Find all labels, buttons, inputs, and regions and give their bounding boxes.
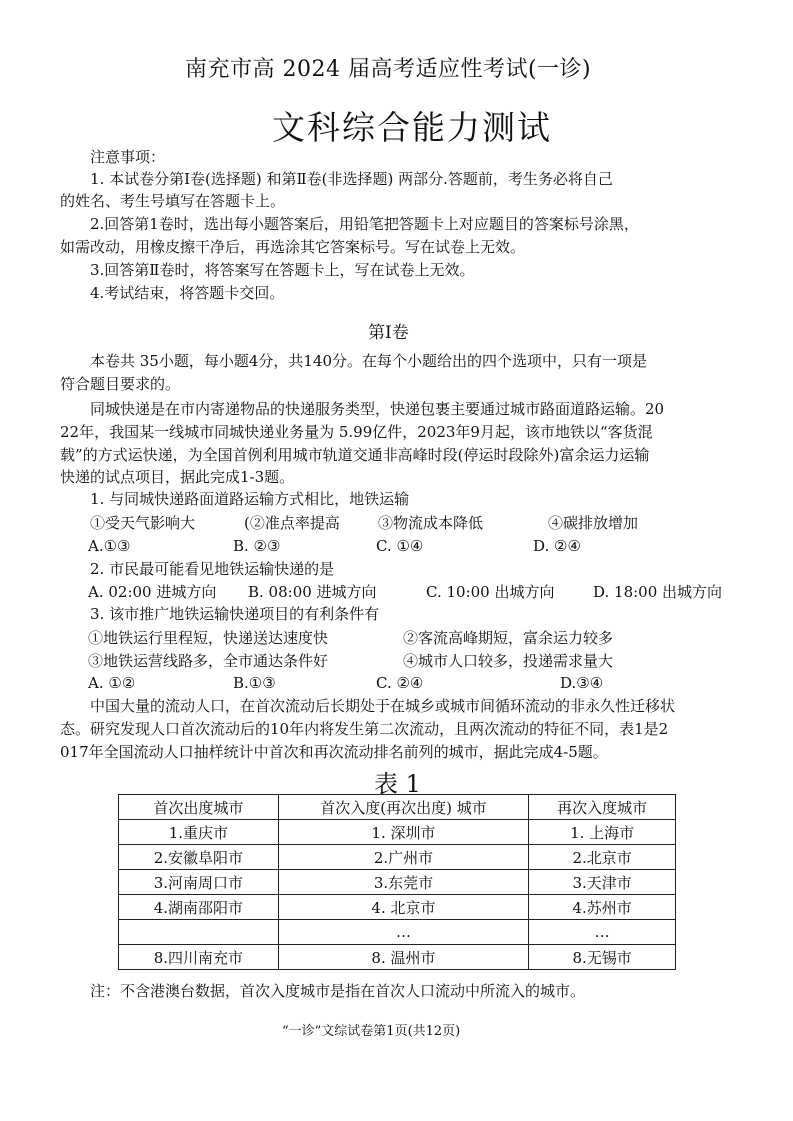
table-cell: 8. 温州市 — [278, 945, 529, 970]
question-stem: 1. 与同城快递路面道路运输方式相比，地铁运输 — [90, 490, 410, 508]
statement-item: ①受天气影响大 — [90, 514, 196, 532]
statement-item: ①地铁运行里程短，快递送达速度快 — [88, 629, 329, 647]
answer-option: C. 10:00 出城方向 — [426, 583, 555, 601]
answer-option: C. ②④ — [376, 674, 424, 692]
table-row — [119, 945, 676, 970]
table-cell: 2.安徽阜阳市 — [119, 845, 279, 870]
statement-item: ②客流高峰期短，富余运力较多 — [403, 629, 614, 647]
table-header-row — [119, 795, 676, 820]
answer-option: D. 18:00 出城方向 — [593, 583, 723, 601]
table-cell: 4.湖南邵阳市 — [119, 895, 279, 920]
answer-option: A.①③ — [88, 537, 131, 555]
answer-option: B. ②③ — [233, 537, 281, 555]
table-row — [119, 870, 676, 895]
table-cell: 3.天津市 — [529, 870, 676, 895]
section-intro-line: 本卷共 35小题，每小题4分，共140分。在每个小题给出的四个选项中，只有一项是 — [90, 352, 648, 370]
section-intro-line: 符合题目要求的。 — [60, 375, 181, 393]
notice-line: 3.回答第Ⅱ卷时，将答案写在答题卡上，写在试卷上无效。 — [90, 261, 475, 279]
table-cell: 1. 上海市 — [529, 820, 676, 845]
table-row — [119, 895, 676, 920]
section-title: 第Ⅰ卷 — [368, 323, 409, 343]
notice-line: 1. 本试卷分第Ⅰ卷(选择题) 和第Ⅱ卷(非选择题) 两部分.答题前，考生务必将自己 — [90, 170, 613, 188]
exam-title: 南充市高 2024 届高考适应性考试(一诊) — [185, 57, 592, 82]
answer-option: A. 02:00 进城方向 — [88, 583, 217, 601]
paper-subtitle: 文科综合能力测试 — [272, 108, 552, 147]
table-cell — [119, 920, 279, 945]
table-cell: 4. 北京市 — [278, 895, 529, 920]
table-cell: 1.重庆市 — [119, 820, 279, 845]
answer-option: B.①③ — [233, 674, 276, 692]
table-cell: 1. 深圳市 — [278, 820, 529, 845]
passage-line: 载”的方式运快递，为全国首例利用城市轨道交通非高峰时段(停运时段除外)富余运力运输 — [60, 446, 650, 464]
column-header: 首次出度城市 — [119, 795, 279, 820]
table-title: 表 1 — [374, 770, 421, 798]
notice-line: 的姓名、考生号填写在答题卡上。 — [60, 192, 286, 210]
notice-line: 如需改动，用橡皮擦干净后，再选涂其它答案标号。写在试卷上无效。 — [60, 238, 526, 256]
page-footer: “一诊”文综试卷第1页(共12页) — [282, 1024, 461, 1039]
answer-option: D. ②④ — [533, 537, 581, 555]
city-flow-table — [118, 794, 676, 970]
question-stem: 2. 市民最可能看见地铁运输快递的是 — [90, 560, 335, 578]
passage-line: 态。研究发现人口首次流动后的10年内将发生第二次流动，且两次流动的特征不同，表1是2 — [60, 720, 669, 738]
question-stem: 3. 该市推广地铁运输快递项目的有利条件有 — [90, 605, 380, 623]
answer-option: D.③④ — [560, 674, 604, 692]
answer-option: B. 08:00 进城方向 — [248, 583, 377, 601]
notice-line: 4.考试结束，将答题卡交回。 — [90, 284, 285, 302]
answer-option: A. ①② — [88, 674, 136, 692]
table-cell: 3.东莞市 — [278, 870, 529, 895]
table-cell: 2.北京市 — [529, 845, 676, 870]
column-header: 再次入度城市 — [529, 795, 676, 820]
table-cell: 4.苏州市 — [529, 895, 676, 920]
table-cell: 8.无锡市 — [529, 945, 676, 970]
passage-line: 22年，我国某一线城市同城快递业务量为 5.99亿件，2023年9月起，该市地铁以“客货混 — [60, 423, 653, 441]
passage-line: 同城快递是在市内寄递物品的快递服务类型，快递包裹主要通过城市路面道路运输。20 — [90, 400, 665, 418]
table-row — [119, 920, 676, 945]
statement-item: ③物流成本降低 — [378, 514, 484, 532]
passage-line: 017年全国流动人口抽样统计中首次和再次流动排名前列的城市，据此完成4-5题。 — [60, 743, 608, 761]
table-cell: 2.广州市 — [278, 845, 529, 870]
table-note: 注：不含港澳台数据，首次入度城市是指在首次人口流动中所流入的城市。 — [90, 982, 586, 1000]
table-row — [119, 845, 676, 870]
notice-heading: 注意事项： — [90, 148, 166, 166]
statement-item: ④城市人口较多，投递需求量大 — [403, 652, 614, 670]
table-cell: 8.四川南充市 — [119, 945, 279, 970]
table-cell: 3.河南周口市 — [119, 870, 279, 895]
table-cell: … — [278, 920, 529, 945]
statement-item: ④碳排放增加 — [548, 514, 639, 532]
passage-line: 快递的试点项目，据此完成1-3题。 — [60, 468, 295, 486]
statement-item: (②准点率提高 — [244, 514, 340, 532]
passage-line: 中国大量的流动人口，在首次流动后长期处于在城乡或城市间循环流动的非永久性迁移状 — [90, 697, 676, 715]
statement-item: ③地铁运营线路多，全市通达条件好 — [88, 652, 329, 670]
table-cell: … — [529, 920, 676, 945]
table-row — [119, 820, 676, 845]
column-header: 首次入度(再次出度) 城市 — [278, 795, 529, 820]
notice-line: 2.回答第1卷时，选出每小题答案后，用铅笔把答题卡上对应题目的答案标号涂黑， — [90, 215, 639, 233]
answer-option: C. ①④ — [376, 537, 424, 555]
